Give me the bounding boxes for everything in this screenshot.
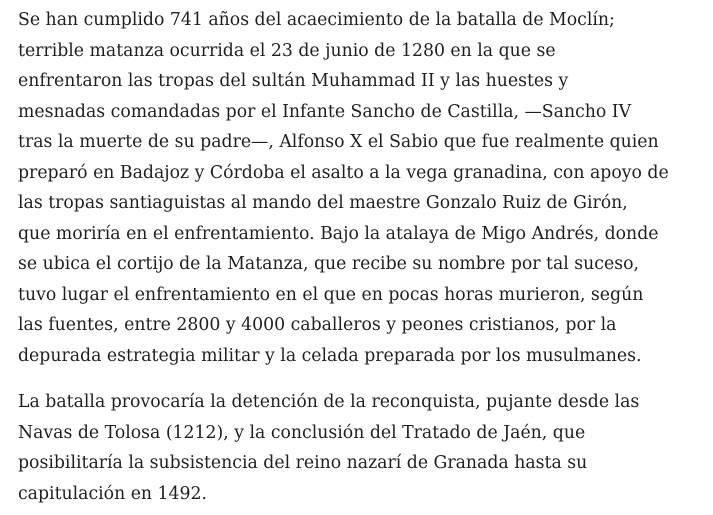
paragraph-line: tras la muerte de su padre—, Alfonso X el Sabio que fue realmente quien: [18, 132, 659, 152]
paragraph-line: terrible matanza ocurrida el 23 de junio de 1280 en la que se: [18, 40, 556, 61]
paragraph-line: enfrentaron las tropas del sultán Muhammad II y las huestes y: [18, 71, 569, 91]
paragraph-line: La batalla provocaría la detención de la reconquista, pujante desde las: [18, 392, 640, 412]
paragraph-line: preparó en Badajoz y Córdoba el asalto a la vega granadina, con apoyo de: [18, 162, 669, 183]
paragraph-line: Navas de Tolosa (1212), y la conclusión del Tratado de Jaén, que: [18, 422, 586, 443]
paragraph-line: capitulación en 1492.: [18, 483, 208, 504]
paragraph-line: tuvo lugar el enfrentamiento en el que en pocas horas murieron, según: [18, 284, 644, 305]
paragraph-line: las tropas santiaguistas al mando del maestre Gonzalo Ruiz de Girón,: [18, 193, 628, 213]
paragraph-battle-of-moclin: [18, 5, 713, 371]
paragraph-line: posibilitaría la subsistencia del reino nazarí de Granada hasta su: [18, 453, 588, 473]
paragraph-consequences: [18, 387, 713, 509]
paragraph-line: depurada estrategia militar y la celada preparada por los musulmanes.: [18, 345, 642, 366]
paragraph-line: las fuentes, entre 2800 y 4000 caballeros y peones cristianos, por la: [18, 315, 617, 335]
paragraph-line: que moriría en el enfrentamiento. Bajo la atalaya de Migo Andrés, donde: [18, 223, 659, 244]
paragraph-line: mesnadas comandadas por el Infante Sancho de Castilla, —Sancho IV: [18, 101, 632, 122]
paragraph-line: se ubica el cortijo de la Matanza, que recibe su nombre por tal suceso,: [18, 254, 639, 274]
paragraph-line: Se han cumplido 741 años del acaecimiento de la batalla de Moclín;: [18, 10, 615, 30]
